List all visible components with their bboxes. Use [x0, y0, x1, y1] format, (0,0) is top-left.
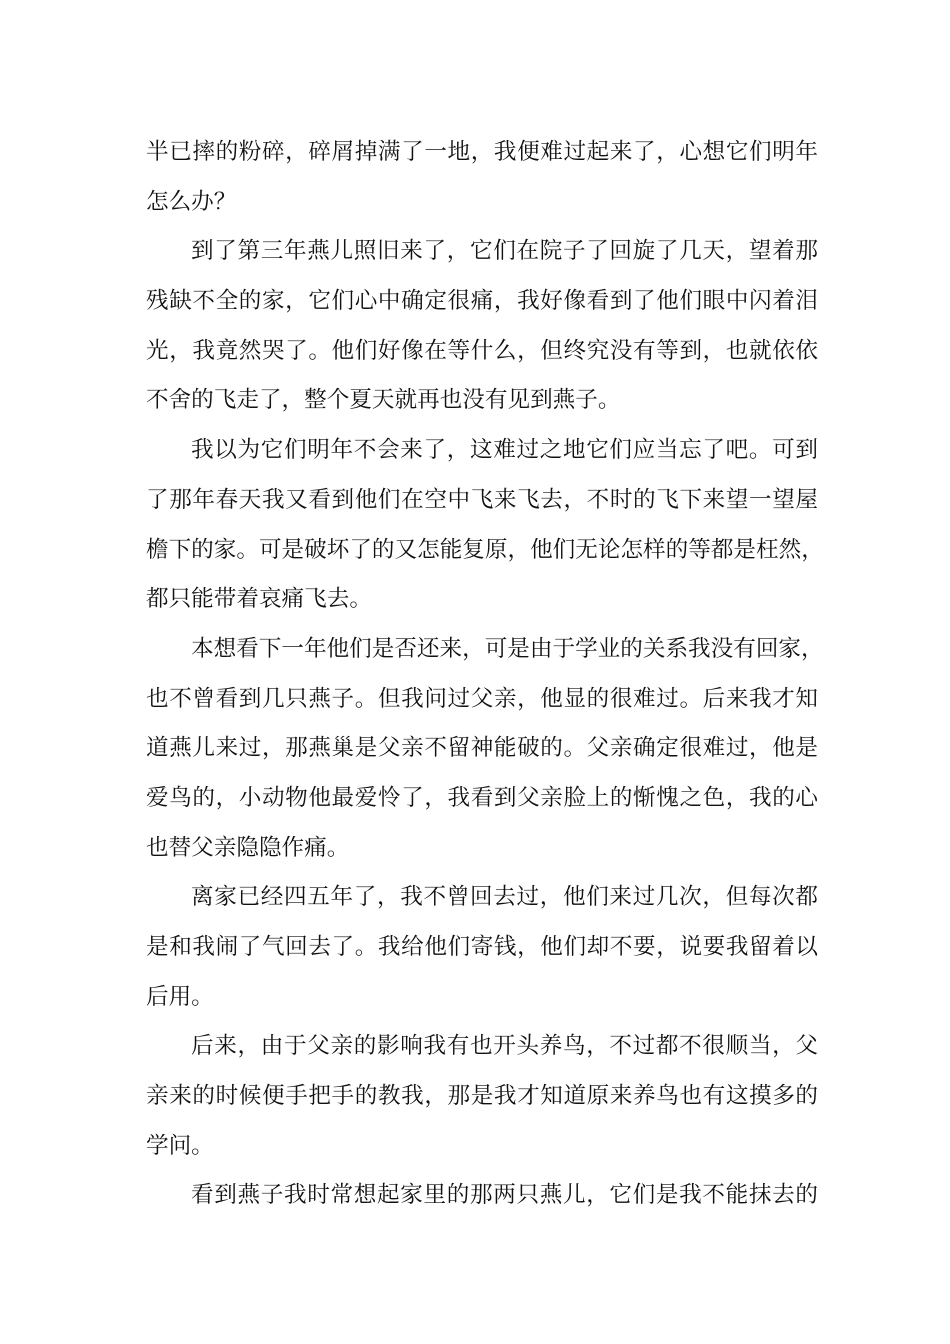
- text-line: 道燕儿来过，那燕巢是父亲不留神能破的。父亲确定很难过，他是: [146, 735, 818, 762]
- text-line: 本想看下一年他们是否还来，可是由于学业的关系我没有回家，: [191, 635, 824, 662]
- text-line: 离家已经四五年了，我不曾回去过，他们来过几次，但每次都: [191, 884, 818, 911]
- text-line: 后来，由于父亲的影响我有也开头养鸟，不过都不很顺当，父: [191, 1033, 818, 1060]
- text-line: 了那年春天我又看到他们在空中飞来飞去，不时的飞下来望一望屋: [146, 486, 818, 513]
- text-line: 爱鸟的，小动物他最爱怜了，我看到父亲脸上的惭愧之色，我的心: [146, 784, 818, 811]
- text-line: 光，我竟然哭了。他们好像在等什么，但终究没有等到，也就依依: [146, 337, 818, 364]
- paragraph: [146, 873, 818, 1022]
- text-line: 学问。: [146, 1132, 214, 1159]
- text-line: 都只能带着哀痛飞去。: [146, 586, 372, 613]
- text-line: 也替父亲隐隐作痛。: [146, 834, 350, 861]
- text-line: 也不曾看到几只燕子。但我问过父亲，他显的很难过。后来我才知: [146, 685, 818, 712]
- text-line: 后用。: [146, 983, 214, 1010]
- text-line: 半已摔的粉碎，碎屑掉满了一地，我便难过起来了，心想它们明年: [146, 139, 818, 165]
- text-line: 亲来的时候便手把手的教我，那是我才知道原来养鸟也有这摸多的: [146, 1083, 818, 1110]
- text-line: 我以为它们明年不会来了，这难过之地它们应当忘了吧。可到: [191, 437, 818, 464]
- text-line: 怎么办？: [146, 188, 237, 215]
- paragraph: [146, 625, 824, 873]
- paragraph: [146, 128, 818, 227]
- text-line: 檐下的家。可是破坏了的又怎能复原，他们无论怎样的等都是枉然，: [146, 536, 824, 563]
- text-line: 到了第三年燕儿照旧来了，它们在院子了回旋了几天，望着那: [191, 238, 818, 265]
- text-line: 看到燕子我时常想起家里的那两只燕儿，它们是我不能抹去的: [191, 1182, 818, 1209]
- text-line: 残缺不全的家，它们心中确定很痛，我好像看到了他们眼中闪着泪: [146, 288, 818, 315]
- paragraph: [146, 426, 824, 625]
- text-line: 不舍的飞走了，整个夏天就再也没有见到燕子。: [146, 387, 621, 414]
- document-body: [146, 128, 824, 1221]
- text-line: 是和我闹了气回去了。我给他们寄钱，他们却不要，说要我留着以: [146, 934, 818, 960]
- paragraph: [146, 1022, 818, 1171]
- paragraph: [146, 227, 818, 426]
- paragraph: [146, 1171, 818, 1221]
